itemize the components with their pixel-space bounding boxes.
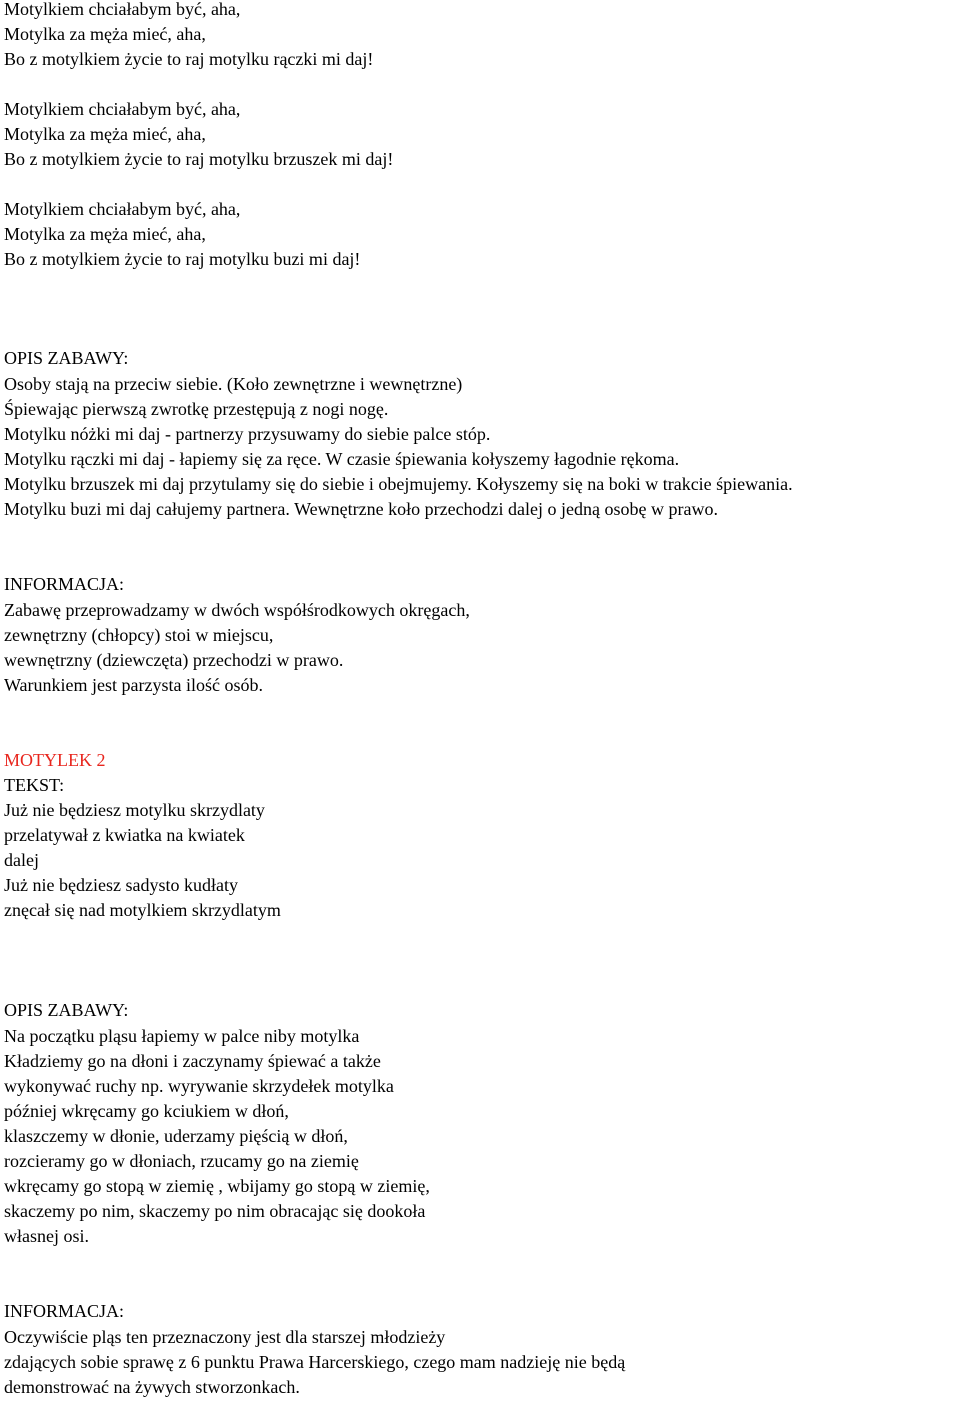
game-2-line-3: wykonywać ruchy np. wyrywanie skrzydełek motylka [4,1076,394,1096]
verse-1-line-1: Motylkiem chciałabym być, aha, [4,0,241,19]
game-1-line-6: Motylku buzi mi daj całujemy partnera. Wewnętrzne koło przechodzi dalej o jedną osobę w prawo. [4,499,718,519]
song-2-text-heading: TEKST: [4,775,65,795]
game-1-line-4: Motylku rączki mi daj - łapiemy się za ręce. W czasie śpiewania kołyszemy łagodnie rękoma. [4,449,680,469]
song-2-line-3: dalej [4,850,39,870]
verse-2-line-2: Motylka za męża mieć, aha, [4,124,206,144]
info-2-line-3: demonstrować na żywych stworzonkach. [4,1377,300,1397]
song-2-title: MOTYLEK 2 [4,750,106,770]
game-1-line-5: Motylku brzuszek mi daj przytulamy się do siebie i obejmujemy. Kołyszemy się na boki w trakcie śpiewania. [4,474,793,494]
game-2-line-8: skaczemy po nim, skaczemy po nim obracając się dookoła [4,1201,426,1221]
song-2-line-4: Już nie będziesz sadysto kudłaty [4,875,238,895]
verse-2-line-1: Motylkiem chciałabym być, aha, [4,99,241,119]
info-1-heading: INFORMACJA: [4,574,125,594]
song-2-line-5: znęcał się nad motylkiem skrzydlatym [4,900,281,920]
game-2-line-2: Kładziemy go na dłoni i zaczynamy śpiewać a także [4,1051,381,1071]
game-1-line-2: Śpiewając pierwszą zwrotkę przestępują z nogi nogę. [4,399,389,419]
game-2-line-5: klaszczemy w dłonie, uderzamy pięścią w dłoń, [4,1126,348,1146]
verse-3-line-2: Motylka za męża mieć, aha, [4,224,206,244]
info-2-line-2: zdających sobie sprawę z 6 punktu Prawa Harcerskiego, czego mam nadzieję nie będą [4,1352,626,1372]
game-1-line-1: Osoby stają na przeciw siebie. (Koło zewnętrzne i wewnętrzne) [4,374,463,394]
info-1-line-4: Warunkiem jest parzysta ilość osób. [4,675,263,695]
verse-3-line-1: Motylkiem chciałabym być, aha, [4,199,241,219]
verse-3-line-3: Bo z motylkiem życie to raj motylku buzi mi daj! [4,249,361,269]
game-2-line-9: własnej osi. [4,1226,89,1246]
info-1-line-1: Zabawę przeprowadzamy w dwóch współśrodkowych okręgach, [4,600,470,620]
verse-2-line-3: Bo z motylkiem życie to raj motylku brzuszek mi daj! [4,149,394,169]
game-2-line-6: rozcieramy go w dłoniach, rzucamy go na ziemię [4,1151,359,1171]
game-2-heading: OPIS ZABAWY: [4,1000,129,1020]
game-2-line-1: Na początku pląsu łapiemy w palce niby motylka [4,1026,360,1046]
game-2-line-4: później wkręcamy go kciukiem w dłoń, [4,1101,289,1121]
game-2-line-7: wkręcamy go stopą w ziemię , wbijamy go stopą w ziemię, [4,1176,430,1196]
info-2-heading: INFORMACJA: [4,1301,125,1321]
info-2-line-1: Oczywiście pląs ten przeznaczony jest dla starszej młodzieży [4,1327,446,1347]
game-1-line-3: Motylku nóżki mi daj - partnerzy przysuwamy do siebie palce stóp. [4,424,491,444]
song-2-line-1: Już nie będziesz motylku skrzydlaty [4,800,265,820]
game-1-heading: OPIS ZABAWY: [4,348,129,368]
verse-1-line-2: Motylka za męża mieć, aha, [4,24,206,44]
info-1-line-3: wewnętrzny (dziewczęta) przechodzi w prawo. [4,650,344,670]
info-1-line-2: zewnętrzny (chłopcy) stoi w miejscu, [4,625,274,645]
song-2-line-2: przelatywał z kwiatka na kwiatek [4,825,245,845]
verse-1-line-3: Bo z motylkiem życie to raj motylku rączki mi daj! [4,49,374,69]
